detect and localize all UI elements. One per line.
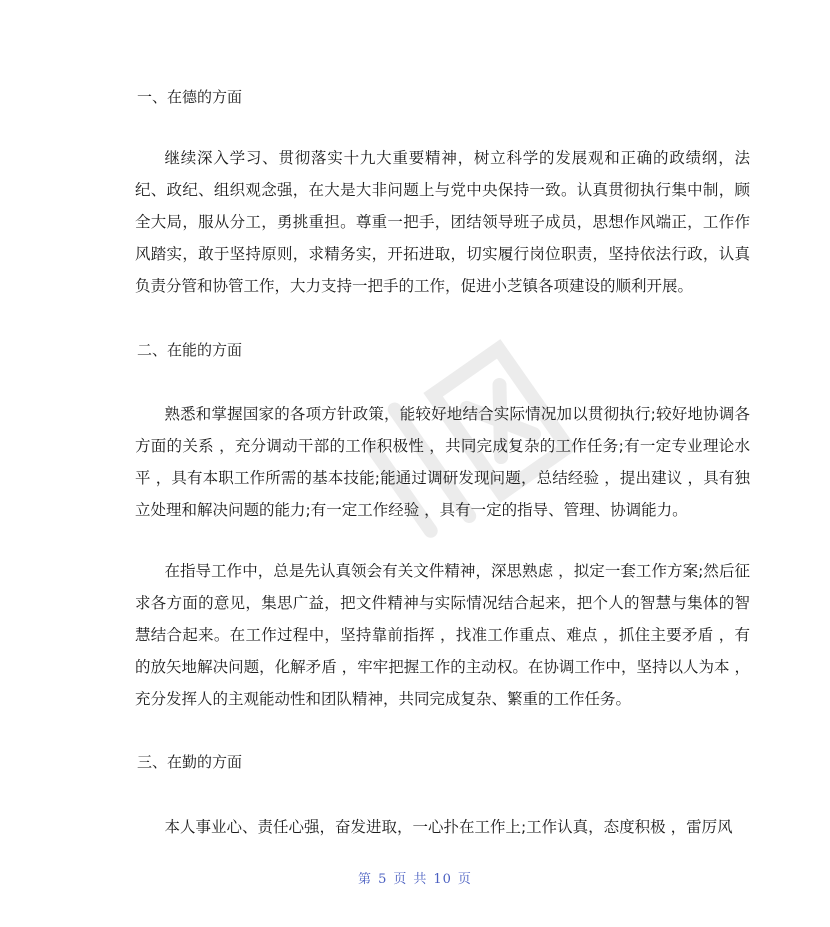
section-2-paragraph-1: 熟悉和掌握国家的各项方针政策，能较好地结合实际情况加以贯彻执行;较好地协调各方面的关系 ，充分调动干部的工作积极性 ，共同完成复杂的工作任务;有一定专业理论水平 ，具有本职工作所需的基本技能;能通过调研发现问题，总结经验 ，提出建议 ，具有独立处理和解决问题的能力;有一定工作经验 ，具有一定的指导、管理、协调能力。 [135,405,750,519]
footer-word-page: 第 [358,872,373,887]
footer-word-ye-2: 页 [457,872,472,887]
page-footer [0,868,830,887]
footer-current-page: 5 [378,872,388,887]
footer-total-pages: 10 [433,872,452,887]
section-3-paragraph-1: 本人事业心、责任心强，奋发进取，一心扑在工作上;工作认真，态度积极 ，雷厉风 [164,818,733,836]
section-1-paragraph-1: 继续深入学习、贯彻落实十九大重要精神，树立科学的发展观和正确的政绩纲，法纪、政纪、组织观念强，在大是大非问题上与党中央保持一致。认真贯彻执行集中制，顾全大局，服从分工，勇挑重担。尊重一把手，团结领导班子成员，思想作风端正，工作作风踏实，敢于坚持原则，求精务实，开拓进取，切实履行岗位职责，坚持依法行政，认真负责分管和协管工作，大力支持一把手的工作，促进小芝镇各项建设的顺利开展。 [135,149,750,295]
section-heading-2: 二、在能的方面 [137,341,243,359]
section-2-paragraph-2: 在指导工作中，总是先认真领会有关文件精神，深思熟虑 ，拟定一套工作方案;然后征求各方面的意见，集思广益，把文件精神与实际情况结合起来，把个人的智慧与集体的智慧结合起来。在工作过程中，坚持靠前指挥 ，找准工作重点、难点 ，抓住主要矛盾 ，有的放矢地解决问题，化解矛盾 ，牢牢把握工作的主动权。在协调工作中，坚持以人为本 ，充分发挥人的主观能动性和团队精神，共同完成复杂、繁重的工作任务。 [135,562,750,708]
footer-word-ye: 页 [393,872,408,887]
footer-word-total: 共 [413,872,428,887]
section-heading-1: 一、在德的方面 [137,88,243,106]
section-heading-3: 三、在勤的方面 [137,753,243,771]
